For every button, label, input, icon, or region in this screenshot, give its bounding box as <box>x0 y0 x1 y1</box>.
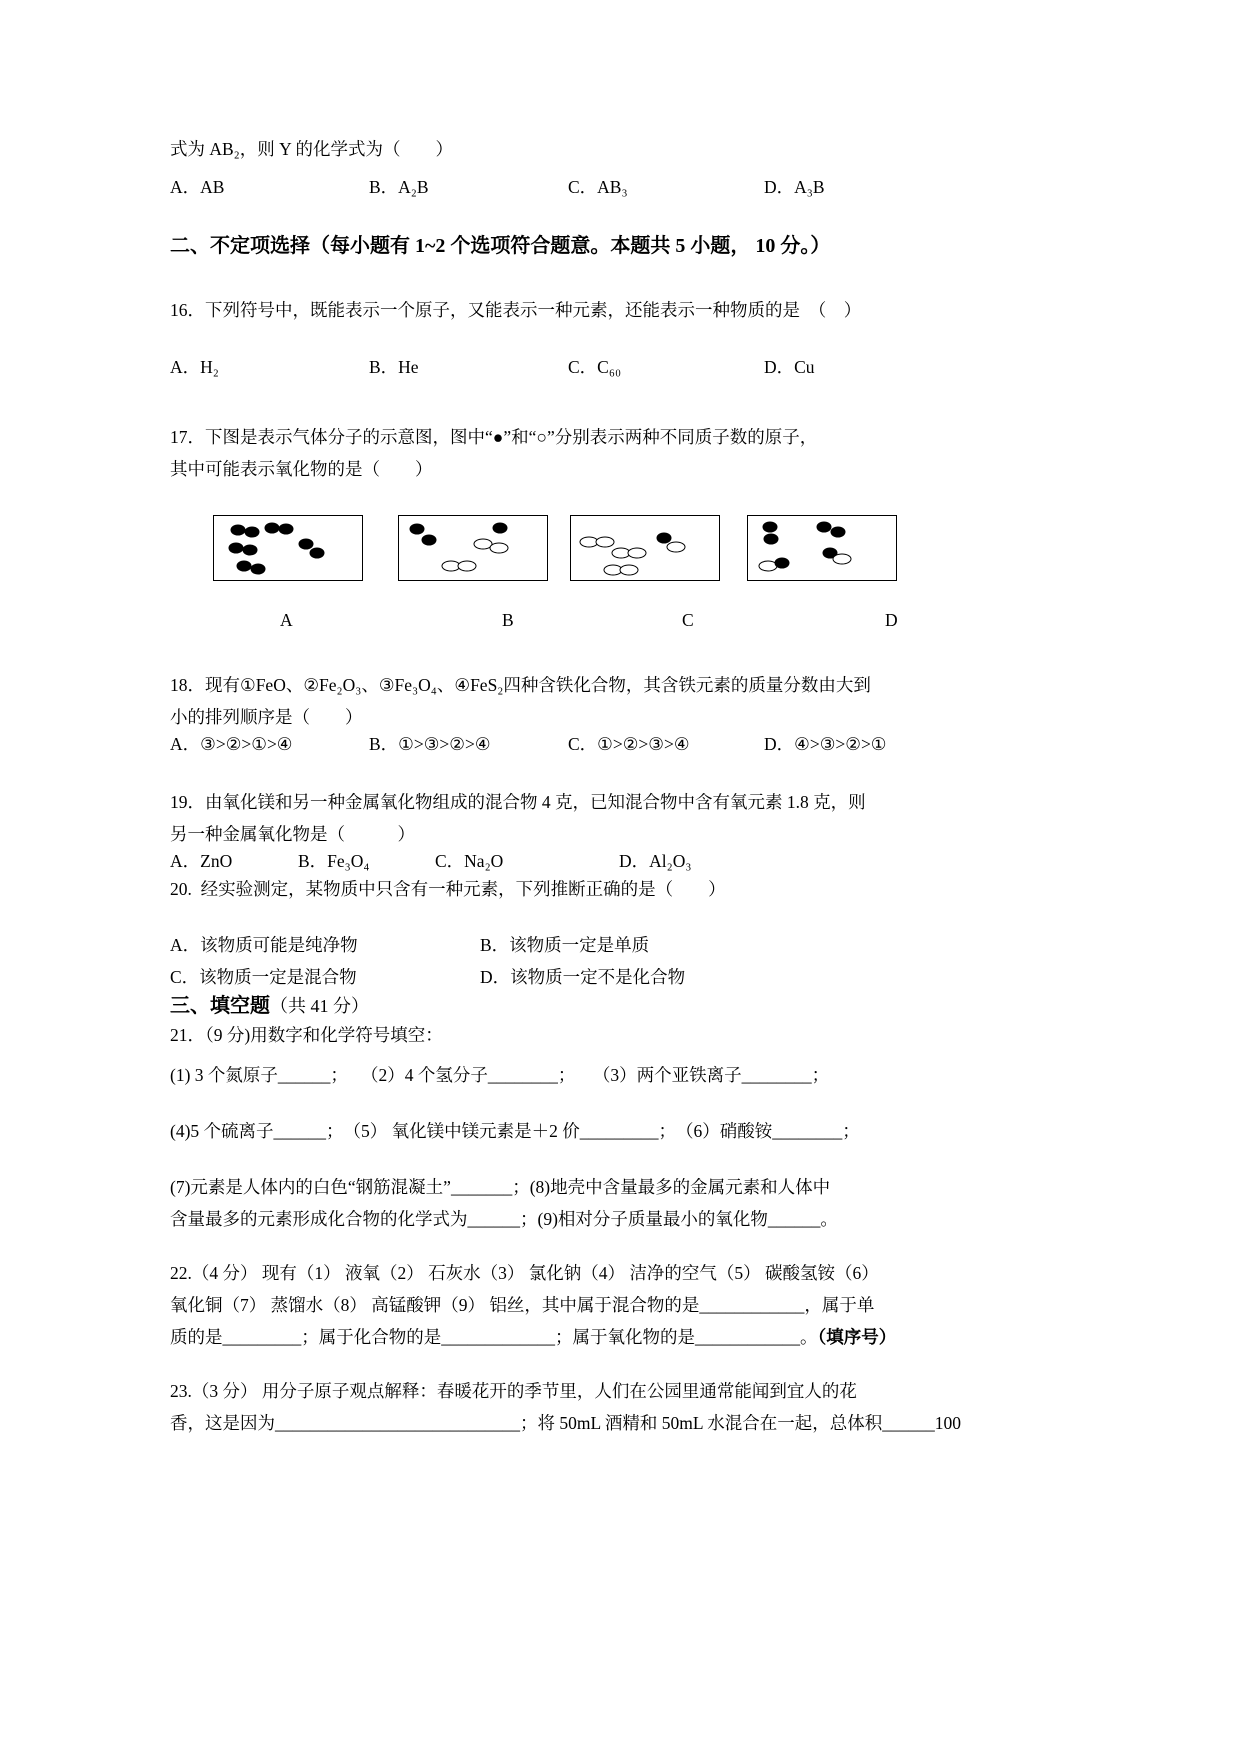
q19-text-line1: 19．由氧化镁和另一种金属氧化物组成的混合物 4 克，已知混合物中含有氧元素 1.8 克，则 <box>170 792 866 812</box>
q20-option-d: D．该物质一定不是化合物 <box>480 967 686 987</box>
q15-option-a: A．AB <box>170 177 225 197</box>
q16-option-c: C．C₆₀ <box>568 357 622 377</box>
q22-line3 <box>170 1321 1081 1353</box>
q21-blank-line1: (1) 3 个氮原子______； （2）4 个氢分子________； （3）两个亚铁离子________； <box>170 1065 830 1085</box>
q22-line3-suffix: （填序号） <box>817 1327 897 1347</box>
q18-option-d: D．④>③>②>① <box>764 734 887 754</box>
q17-diagram-labels <box>170 609 1081 632</box>
q15-continuation-text: 式为 AB₂，则 Y 的化学式为（ ） <box>170 139 454 159</box>
q15-options-row <box>170 176 1081 199</box>
section3-title <box>170 993 1081 1019</box>
q16-option-a: A．H₂ <box>170 357 219 377</box>
q22-line2: 氧化铜（7） 蒸馏水（8） 高锰酸钾（9） 铝丝，其中属于混合物的是____________，属于单 <box>170 1295 875 1315</box>
q19-option-d: D．Al₂O₃ <box>619 851 692 871</box>
section2-title: 二、不定项选择（每小题有 1~2 个选项符合题意。本题共 5 小题， 10 分。） <box>170 235 831 257</box>
q22-line1: 22.（4 分） 现有（1） 液氧（2） 石灰水（3） 氯化钠（4） 洁净的空气（5） 碳酸氢铵（6） <box>170 1263 879 1283</box>
q16-option-d: D．Cu <box>764 357 815 377</box>
q23-text <box>170 1375 1081 1439</box>
diagram-label-c: C <box>682 610 694 630</box>
q18-text-line1: 18．现有①FeO、②Fe₂O₃、③Fe₃O₄、④FeS₂四种含铁化合物，其含铁元素的质量分数由大到 <box>170 675 871 695</box>
q21-blank-line3: (7)元素是人体内的白色“钢筋混凝土”_______；(8)地壳中含量最多的金属元素和人体中 <box>170 1177 831 1197</box>
q22-text <box>170 1257 1081 1353</box>
q16-options-row <box>170 356 1081 379</box>
q19-option-a: A．ZnO <box>170 851 233 871</box>
q18-options-row <box>170 733 1081 756</box>
q15-option-b: B．A₂B <box>369 177 429 197</box>
q16-text: 16．下列符号中，既能表示一个原子，又能表示一种元素，还能表示一种物质的是 （ ） <box>170 300 862 320</box>
q18-text <box>170 669 1081 733</box>
q18-option-c: C．①>②>③>④ <box>568 734 690 754</box>
q21-blank-lines34 <box>170 1171 1081 1235</box>
q18-option-a: A．③>②>①>④ <box>170 734 293 754</box>
section3-title-main: 三、填空题 <box>170 995 270 1017</box>
q17-text-line1: 17．下图是表示气体分子的示意图，图中“●”和“○”分别表示两种不同质子数的原子， <box>170 427 818 447</box>
molecule-box-a <box>213 515 363 581</box>
q20-text: 20. 经实验测定，某物质中只含有一种元素，下列推断正确的是（ ） <box>170 879 726 899</box>
q18-option-b: B．①>③>②>④ <box>369 734 491 754</box>
q20-options-grid <box>170 929 1081 993</box>
q22-line3-text: 质的是_________；属于化合物的是_____________；属于氧化物的是____________。 <box>170 1327 818 1347</box>
q19-options-row <box>170 850 1081 873</box>
q17-text <box>170 421 1081 485</box>
q21-blank-line2: (4)5 个硫离子______； （5） 氧化镁中镁元素是＋2 价_________； （6）硝酸铵________； <box>170 1121 860 1141</box>
diagram-label-d: D <box>885 610 898 630</box>
q20-option-a: A．该物质可能是纯净物 <box>170 935 358 955</box>
diagram-label-a: A <box>280 610 293 630</box>
q18-text-line2: 小的排列顺序是（ ） <box>170 707 363 727</box>
q17-text-line2: 其中可能表示氧化物的是（ ） <box>170 459 433 479</box>
molecule-diagram-c <box>571 516 719 580</box>
q21-blank-line4: 含量最多的元素形成化合物的化学式为______；(9)相对分子质量最小的氧化物______。 <box>170 1209 838 1229</box>
q20-option-b: B．该物质一定是单质 <box>480 935 650 955</box>
molecule-diagram-b <box>399 516 547 580</box>
q17-diagram-row <box>170 515 1081 581</box>
q15-option-d: D．A₃B <box>764 177 825 197</box>
molecule-diagram-d <box>748 516 896 580</box>
q23-line2: 香，这是因为____________________________；将 50mL 酒精和 50mL 水混合在一起，总体积______100 <box>170 1413 962 1433</box>
q19-text <box>170 786 1081 850</box>
q19-option-b: B．Fe₃O₄ <box>298 851 370 871</box>
q20-option-c: C．该物质一定是混合物 <box>170 967 357 987</box>
q19-text-line2: 另一种金属氧化物是（ ） <box>170 824 415 844</box>
molecule-box-d <box>747 515 897 581</box>
molecule-diagram-a <box>214 516 362 580</box>
molecule-box-c <box>570 515 720 581</box>
q19-option-c: C．Na₂O <box>435 851 504 871</box>
q23-line1: 23.（3 分） 用分子原子观点解释：春暖花开的季节里，人们在公园里通常能闻到宜人的花 <box>170 1381 857 1401</box>
q16-option-b: B．He <box>369 357 419 377</box>
q15-option-c: C．AB₃ <box>568 177 628 197</box>
section3-title-suffix: （共 41 分） <box>270 996 369 1016</box>
q21-head: 21．（9 分)用数字和化学符号填空： <box>170 1025 443 1045</box>
molecule-box-b <box>398 515 548 581</box>
diagram-label-b: B <box>502 610 514 630</box>
